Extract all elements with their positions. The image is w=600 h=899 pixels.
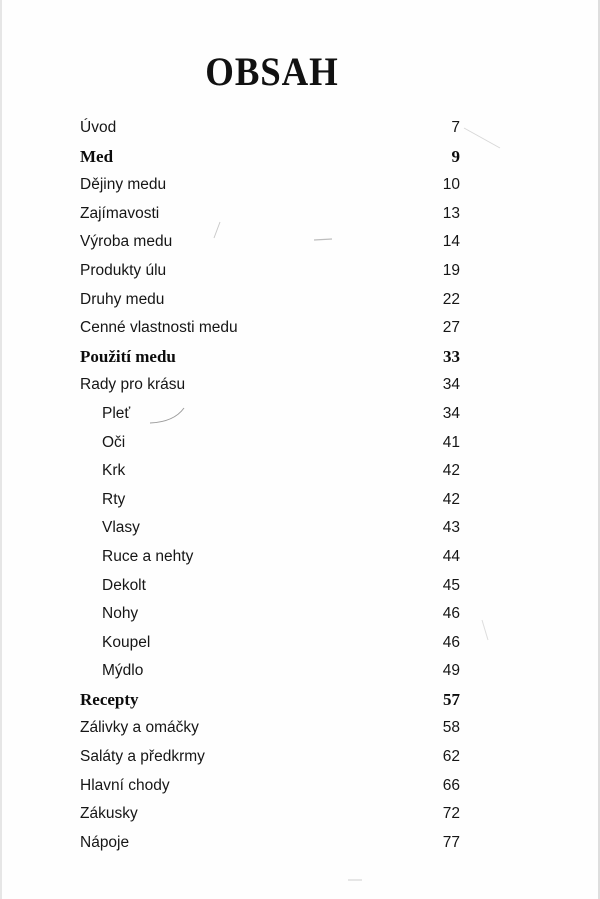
toc-entry (80, 200, 460, 229)
entry-page-number: 46 (442, 605, 460, 623)
toc-entry (80, 171, 460, 200)
entry-page-number: 58 (442, 719, 460, 737)
toc-subentry (80, 600, 460, 629)
table-of-contents (80, 114, 460, 857)
entry-label: Zákusky (80, 805, 138, 823)
entry-page-number: 22 (442, 290, 460, 308)
toc-subentry (80, 572, 460, 601)
entry-label: Úvod (80, 119, 117, 136)
entry-page-number: 33 (443, 346, 460, 366)
toc-subentry (80, 400, 460, 429)
toc-section-entry (80, 686, 460, 715)
entry-label: Hlavní chody (80, 776, 170, 794)
entry-label: Koupel (102, 633, 151, 651)
entry-page-number: 7 (451, 119, 460, 136)
entry-label: Rty (102, 490, 126, 508)
toc-entry (80, 714, 460, 743)
entry-page-number: 13 (442, 204, 460, 222)
entry-label: Dekolt (102, 576, 146, 594)
entry-page-number: 27 (442, 319, 460, 337)
entry-label: Použití medu (80, 346, 176, 366)
toc-subentry (80, 543, 460, 572)
toc-section-entry (80, 143, 460, 172)
toc-entry (80, 743, 460, 772)
entry-label: Saláty a předkrmy (80, 748, 205, 766)
entry-label: Dějiny medu (80, 176, 167, 194)
entry-page-number: 77 (442, 833, 460, 851)
entry-page-number: 42 (442, 490, 460, 508)
entry-page-number: 9 (451, 146, 460, 166)
entry-page-number: 44 (442, 547, 460, 565)
entry-label: Nápoje (80, 833, 130, 851)
toc-entry (80, 800, 460, 829)
page-title: OBSAH (205, 49, 339, 94)
entry-label: Pleť (102, 404, 131, 422)
entry-label: Druhy medu (80, 290, 165, 308)
entry-page-number: 14 (442, 233, 460, 251)
toc-subentry (80, 457, 460, 486)
entry-page-number: 42 (442, 462, 460, 480)
entry-page-number: 45 (442, 576, 460, 594)
toc-entry (80, 829, 460, 858)
entry-page-number: 62 (442, 748, 460, 766)
entry-label: Výroba medu (80, 233, 173, 251)
toc-subentry (80, 486, 460, 515)
entry-label: Krk (102, 462, 126, 480)
entry-label: Mýdlo (102, 662, 144, 680)
toc-entry (80, 772, 460, 801)
toc-entry (80, 314, 460, 343)
entry-label: Zajímavosti (80, 204, 160, 222)
entry-label: Zálivky a omáčky (80, 719, 199, 737)
toc-entry (80, 371, 460, 400)
entry-page-number: 34 (442, 404, 460, 422)
toc-subentry (80, 629, 460, 658)
entry-label: Ruce a nehty (102, 547, 194, 565)
entry-page-number: 66 (442, 776, 460, 794)
toc-entry (80, 257, 460, 286)
entry-page-number: 19 (442, 261, 460, 279)
entry-page-number: 49 (442, 662, 460, 680)
toc-entry (80, 114, 460, 143)
toc-entry (80, 228, 460, 257)
entry-page-number: 46 (442, 633, 460, 651)
entry-page-number: 43 (442, 519, 460, 537)
entry-label: Produkty úlu (80, 261, 167, 279)
entry-page-number: 72 (442, 805, 460, 823)
entry-page-number: 34 (442, 376, 460, 394)
toc-subentry (80, 429, 460, 458)
entry-label: Oči (102, 433, 126, 451)
entry-page-number: 57 (443, 689, 460, 709)
toc-section-entry (80, 343, 460, 372)
entry-page-number: 10 (442, 176, 460, 194)
entry-page-number: 41 (442, 433, 460, 451)
toc-subentry (80, 657, 460, 686)
entry-label: Vlasy (102, 519, 140, 537)
entry-label: Nohy (102, 605, 139, 623)
toc-entry (80, 286, 460, 315)
entry-label: Cenné vlastnosti medu (80, 319, 238, 337)
entry-label: Med (80, 146, 114, 166)
toc-subentry (80, 514, 460, 543)
entry-label: Recepty (80, 689, 139, 709)
entry-label: Rady pro krásu (80, 376, 186, 394)
